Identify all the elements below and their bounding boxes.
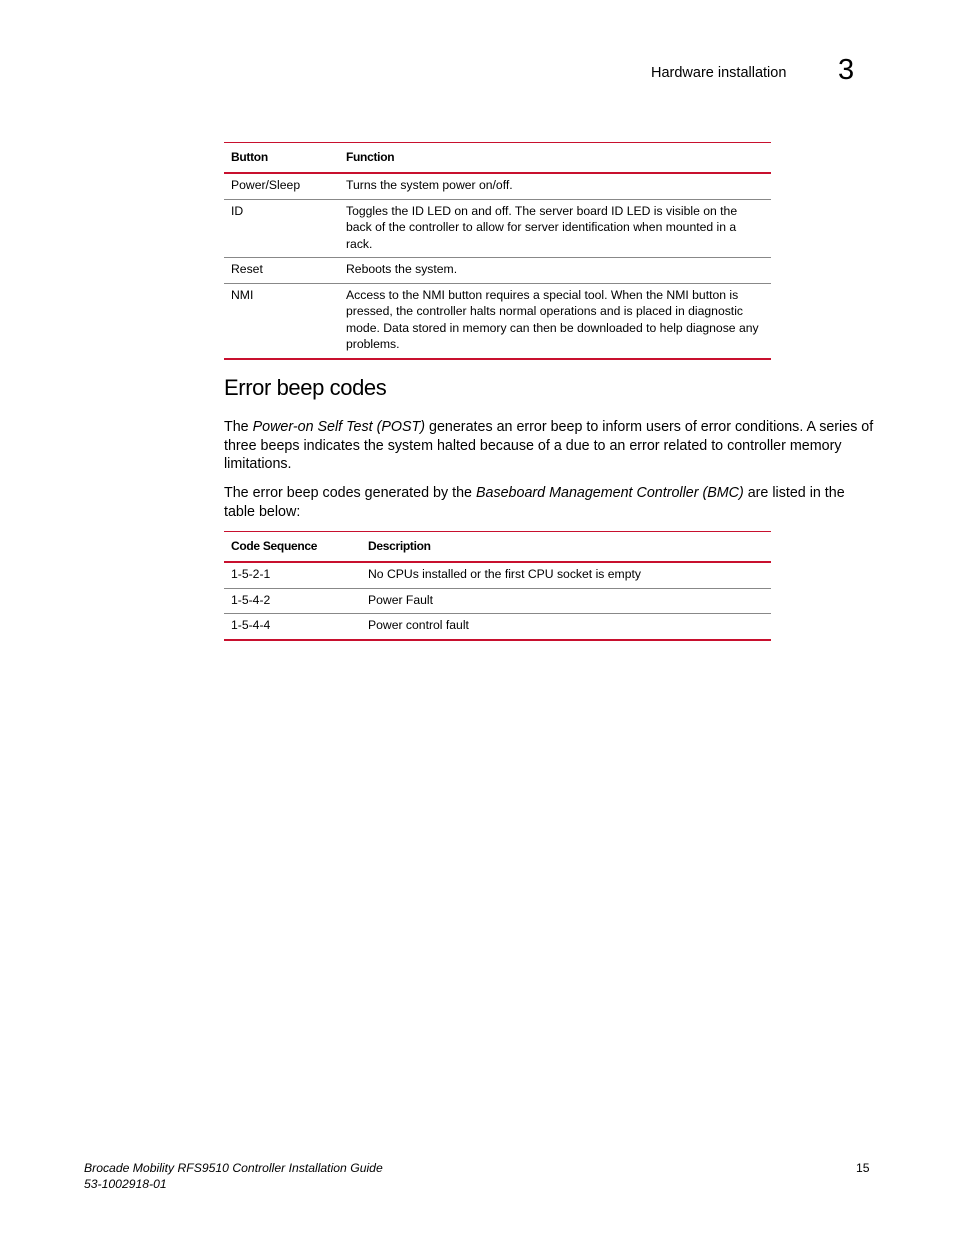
description-cell: Power control fault — [361, 614, 771, 640]
emphasized-term: Baseboard Management Controller (BMC) — [475, 485, 744, 501]
code-sequence-cell: 1-5-4-2 — [224, 588, 361, 614]
button-function-cell: Access to the NMI button requires a special tool. When the NMI button is pressed, the controller halts normal operations and is placed in diagnostic mode. Data stored in memory can then be downloaded to help diagnose any problems. — [339, 283, 771, 359]
button-name-cell: ID — [224, 199, 339, 258]
button-function-table — [224, 142, 771, 360]
description-cell: No CPUs installed or the first CPU socket is empty — [361, 562, 771, 588]
table-row — [224, 258, 771, 284]
button-function-cell: Toggles the ID LED on and off. The server board ID LED is visible on the back of the controller to allow for server identification when mounted in a rack. — [339, 199, 771, 258]
column-header-code-sequence: Code Sequence — [224, 532, 361, 563]
button-function-cell: Turns the system power on/off. — [339, 173, 771, 199]
table-row — [224, 614, 771, 640]
paragraph-text: The error beep codes generated by the — [224, 485, 476, 501]
table-header-row — [224, 143, 771, 174]
column-header-button: Button — [224, 143, 339, 174]
button-function-cell: Reboots the system. — [339, 258, 771, 284]
intro-paragraph — [224, 418, 874, 474]
table-header-row — [224, 532, 771, 563]
footer-part-number: 53-1002918-01 — [84, 1176, 167, 1191]
footer-document-info — [84, 1161, 383, 1192]
paragraph-text: are listed in the table below: — [224, 485, 845, 520]
table-row — [224, 173, 771, 199]
paragraph-text: generates an error beep to inform users of error conditions. A series of three beeps indicates the system halted because of a due to an error related to controller memory limitations. — [224, 419, 874, 472]
beep-code-table — [224, 531, 771, 641]
section-heading: Error beep codes — [224, 375, 387, 400]
button-name-cell: Reset — [224, 258, 339, 284]
paragraph-text: The — [224, 419, 253, 435]
code-sequence-cell: 1-5-2-1 — [224, 562, 361, 588]
footer-guide-title: Brocade Mobility RFS9510 Controller Installation Guide — [84, 1161, 383, 1175]
chapter-number: 3 — [838, 54, 855, 86]
button-name-cell: NMI — [224, 283, 339, 359]
description-cell: Power Fault — [361, 588, 771, 614]
emphasized-term: Power-on Self Test (POST) — [252, 419, 426, 435]
button-name-cell: Power/Sleep — [224, 173, 339, 199]
table-row — [224, 283, 771, 359]
column-header-description: Description — [361, 532, 771, 563]
table-intro-paragraph — [224, 484, 874, 521]
table-row — [224, 562, 771, 588]
table-row — [224, 199, 771, 258]
header-title: Hardware installation — [651, 65, 787, 81]
table-row — [224, 588, 771, 614]
page-number: 15 — [856, 1161, 870, 1175]
column-header-function: Function — [339, 143, 771, 174]
code-sequence-cell: 1-5-4-4 — [224, 614, 361, 640]
